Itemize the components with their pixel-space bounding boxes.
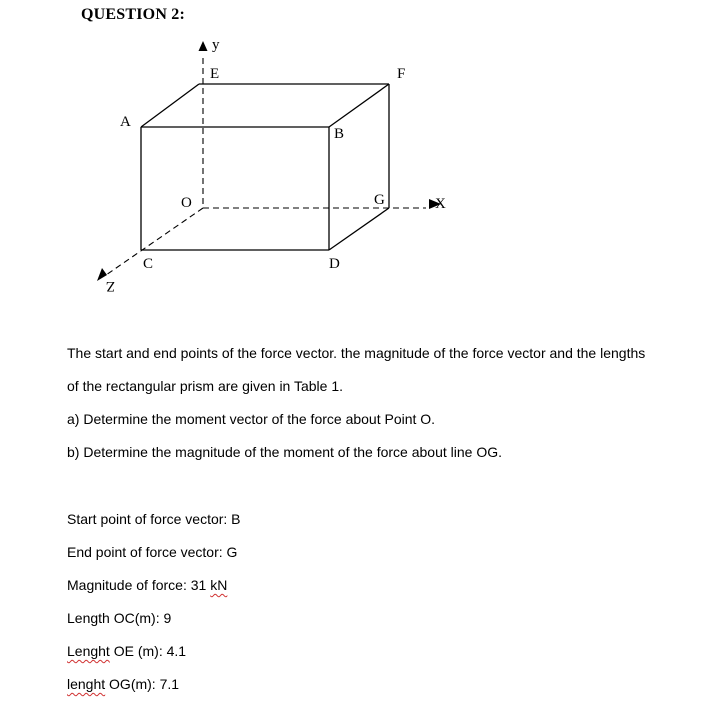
label-A: A xyxy=(120,114,131,130)
given-magnitude xyxy=(67,576,227,594)
given-length-og-word: lenght xyxy=(67,676,106,692)
given-length-oe-word: Lenght xyxy=(67,643,110,659)
given-length-og xyxy=(67,675,179,693)
given-length-oe xyxy=(67,642,186,660)
label-B: B xyxy=(334,126,345,142)
given-start-point: Start point of force vector: B xyxy=(67,511,241,527)
given-end-point: End point of force vector: G xyxy=(67,544,238,560)
label-F: F xyxy=(397,66,406,82)
given-length-og-value: OG(m): 7.1 xyxy=(105,676,180,692)
part-a-question: a) Determine the moment vector of the force about Point O. xyxy=(67,411,436,427)
problem-text-line-1: The start and end points of the force vector. the magnitude of the force vector and the lengths xyxy=(67,345,646,361)
label-X: X xyxy=(435,196,446,212)
label-G: G xyxy=(374,192,385,208)
problem-text-line-2: of the rectangular prism are given in Table 1. xyxy=(67,378,344,394)
label-C: C xyxy=(143,256,154,272)
label-E: E xyxy=(210,66,220,82)
z-axis-arrowhead xyxy=(97,268,107,281)
given-length-oc: Length OC(m): 9 xyxy=(67,610,172,626)
label-Z: Z xyxy=(105,278,115,294)
question-heading: QUESTION 2: xyxy=(81,6,185,23)
edge-DG xyxy=(329,208,389,250)
part-b-question: b) Determine the magnitude of the moment of the force about line OG. xyxy=(67,444,503,460)
given-length-oe-value: OE (m): 4.1 xyxy=(109,643,187,659)
edge-AE xyxy=(141,84,199,127)
rectangular-prism-figure xyxy=(0,0,728,300)
given-magnitude-unit: kN xyxy=(210,577,228,593)
edge-BF xyxy=(329,84,389,127)
y-axis-arrowhead xyxy=(199,41,208,51)
z-axis-dashed xyxy=(106,208,203,275)
given-magnitude-label: Magnitude of force: 31 xyxy=(67,577,211,593)
label-y: y xyxy=(212,37,220,53)
label-O: O xyxy=(181,195,192,211)
label-D: D xyxy=(329,256,340,272)
